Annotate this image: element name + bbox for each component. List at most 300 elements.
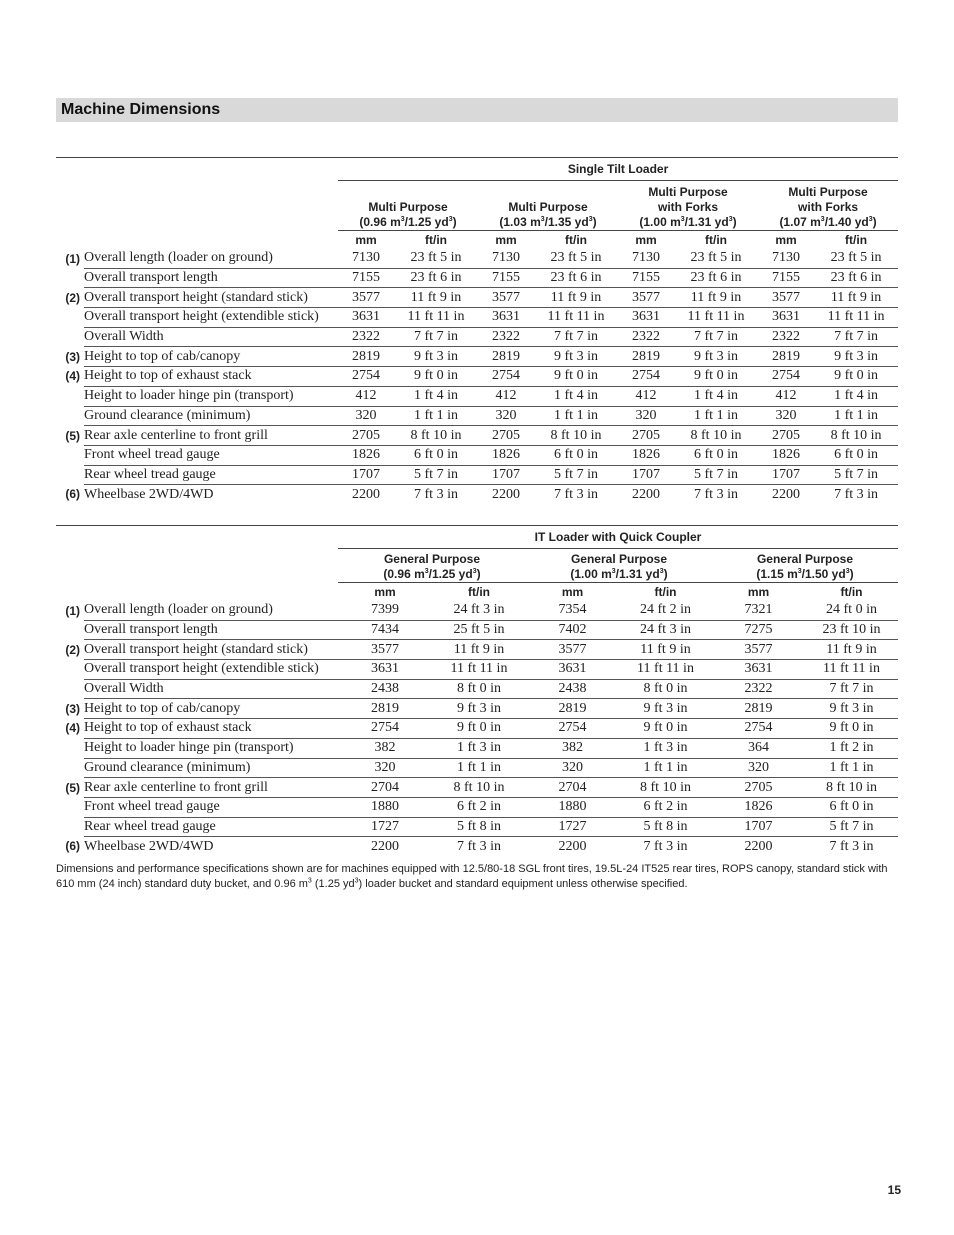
cell-ftin: 11 ft 9 in xyxy=(619,640,712,660)
cell-mm: 3631 xyxy=(618,308,674,328)
cell-ftin: 24 ft 3 in xyxy=(619,620,712,640)
cell-ftin: 11 ft 11 in xyxy=(534,308,618,328)
unit-ftin: ft/in xyxy=(534,231,618,250)
cell-mm: 7399 xyxy=(371,602,399,618)
cell-ftin: 5 ft 7 in xyxy=(534,465,618,485)
capacity-label: (1.07 $m^3/1.40$ $yd^3$) xyxy=(779,215,877,229)
cell-mm: 2200 xyxy=(338,837,432,856)
unit-ftin: ft/in xyxy=(394,231,478,250)
column-header: Multi Purpose with Forks (1.07 $m^3/1.40$ $yd^3$) xyxy=(758,181,898,231)
cell-mm: 3631 xyxy=(338,660,432,680)
cell-mm: 320 xyxy=(526,758,619,778)
cell-mm: 3577 xyxy=(338,640,432,660)
cell-ftin: 1 ft 4 in xyxy=(674,386,758,406)
cell-mm: 1727 xyxy=(338,817,432,837)
cell-mm: 412 xyxy=(338,386,394,406)
cell-ftin: 7 ft 3 in xyxy=(394,485,478,504)
cell-ftin: 1 ft 1 in xyxy=(814,406,898,426)
row-number xyxy=(56,308,84,328)
row-label: Overall length (loader on ground) xyxy=(84,250,273,266)
unit-mm: mm xyxy=(712,583,805,602)
cell-mm: 320 xyxy=(712,758,805,778)
cell-ftin: 6 ft 0 in xyxy=(814,445,898,465)
cell-mm: 3631 xyxy=(758,308,814,328)
table-row xyxy=(56,837,898,856)
row-label: Rear wheel tread gauge xyxy=(84,465,338,485)
cell-mm: 7155 xyxy=(758,268,814,288)
table-row xyxy=(56,738,898,758)
capacity-label: (0.96 $m^3/1.25$ $yd^3$) xyxy=(383,567,481,581)
cell-mm: 1707 xyxy=(478,465,534,485)
cell-mm: 7130 xyxy=(352,250,380,266)
cell-mm: 7130 xyxy=(632,250,660,266)
row-number xyxy=(56,268,84,288)
table-row xyxy=(56,620,898,640)
table-row xyxy=(56,406,898,426)
cell-mm: 1826 xyxy=(338,445,394,465)
cell-mm: 2200 xyxy=(526,837,619,856)
unit-mm: mm xyxy=(618,231,674,250)
capacity-label: (0.96 $m^3/1.25$ $yd^3$) xyxy=(359,215,457,229)
cell-mm: 2819 xyxy=(526,699,619,719)
table-row xyxy=(56,601,898,620)
cell-ftin: 6 ft 0 in xyxy=(534,445,618,465)
cell-ftin: 7 ft 7 in xyxy=(674,327,758,347)
cell-ftin: 8 ft 0 in xyxy=(619,679,712,699)
cell-mm: 1707 xyxy=(758,465,814,485)
row-label: Wheelbase 2WD/4WD xyxy=(84,485,338,504)
cell-mm: 2754 xyxy=(338,367,394,387)
cell-ftin: 8 ft 10 in xyxy=(394,426,478,446)
cell-mm: 7275 xyxy=(712,620,805,640)
cell-mm: 320 xyxy=(618,406,674,426)
table-row xyxy=(56,485,898,504)
cell-mm: 2704 xyxy=(338,778,432,798)
cell-ftin: 23 ft 5 in xyxy=(410,250,462,266)
cell-ftin: 11 ft 11 in xyxy=(805,660,898,680)
cell-ftin: 11 ft 11 in xyxy=(814,308,898,328)
group-header-blank xyxy=(56,526,338,549)
cell-ftin: 7 ft 3 in xyxy=(814,485,898,504)
capacity-label: (1.15 $m^3/1.50$ $yd^3$) xyxy=(756,567,854,581)
cell-mm: 2754 xyxy=(758,367,814,387)
cell-mm: 7402 xyxy=(526,620,619,640)
row-label: Height to top of cab/canopy xyxy=(84,347,338,367)
unit-mm: mm xyxy=(526,583,619,602)
cell-ftin: 5 ft 7 in xyxy=(805,817,898,837)
column-header: Multi Purpose (1.03 $m^3/1.35$ $yd^3$) xyxy=(478,181,618,231)
cell-mm: 3577 xyxy=(758,288,814,308)
row-number xyxy=(56,738,84,758)
cell-ftin: 23 ft 5 in xyxy=(830,250,882,266)
table-row xyxy=(56,288,898,308)
column-header: Multi Purpose with Forks (1.00 $m^3/1.31$ $yd^3$) xyxy=(618,181,758,231)
cell-ftin: 24 ft 3 in xyxy=(453,602,505,618)
column-header: General Purpose (1.15 $m^3/1.50$ $yd^3$) xyxy=(712,549,898,583)
cell-mm: 2705 xyxy=(758,426,814,446)
cell-ftin: 8 ft 10 in xyxy=(674,426,758,446)
cell-ftin: 8 ft 0 in xyxy=(432,679,526,699)
row-number: (3) xyxy=(65,349,80,364)
unit-mm: mm xyxy=(758,231,814,250)
cell-mm: 320 xyxy=(478,406,534,426)
cell-ftin: 1 ft 1 in xyxy=(394,406,478,426)
cell-mm: 2200 xyxy=(712,837,805,856)
row-label: Overall transport length xyxy=(84,620,338,640)
cell-ftin: 9 ft 3 in xyxy=(805,699,898,719)
cell-mm: 2819 xyxy=(758,347,814,367)
capacity-label: (1.00 $m^3/1.31$ $yd^3$) xyxy=(639,215,737,229)
row-label: Height to loader hinge pin (transport) xyxy=(84,738,338,758)
page-number: 15 xyxy=(887,1183,901,1197)
cell-mm: 2705 xyxy=(618,426,674,446)
cell-mm: 2705 xyxy=(712,778,805,798)
cell-mm: 2322 xyxy=(712,679,805,699)
unit-blank xyxy=(56,231,338,250)
cell-mm: 2200 xyxy=(338,485,394,504)
cell-ftin: 1 ft 4 in xyxy=(814,386,898,406)
column-header: General Purpose (1.00 $m^3/1.31$ $yd^3$) xyxy=(526,549,712,583)
row-label: Front wheel tread gauge xyxy=(84,445,338,465)
cell-ftin: 5 ft 8 in xyxy=(619,817,712,837)
row-number: (6) xyxy=(65,487,80,502)
cell-mm: 7130 xyxy=(492,250,520,266)
cell-mm: 7155 xyxy=(618,268,674,288)
cell-ftin: 5 ft 7 in xyxy=(814,465,898,485)
cell-ftin: 1 ft 4 in xyxy=(394,386,478,406)
cell-ftin: 23 ft 6 in xyxy=(534,268,618,288)
column-header: Multi Purpose (0.96 $m^3/1.25$ $yd^3$) xyxy=(338,181,478,231)
cell-ftin: 9 ft 0 in xyxy=(674,367,758,387)
cell-ftin: 7 ft 3 in xyxy=(619,837,712,856)
row-label: Overall Width xyxy=(84,327,338,347)
cell-ftin: 11 ft 9 in xyxy=(432,640,526,660)
cell-ftin: 23 ft 6 in xyxy=(674,268,758,288)
cell-ftin: 25 ft 5 in xyxy=(432,620,526,640)
row-number: (1) xyxy=(65,603,80,618)
row-number xyxy=(56,679,84,699)
row-number: (6) xyxy=(65,839,80,854)
table-row xyxy=(56,719,898,739)
table-row xyxy=(56,758,898,778)
cell-ftin: 9 ft 0 in xyxy=(805,719,898,739)
unit-ftin: ft/in xyxy=(432,583,526,602)
unit-ftin: ft/in xyxy=(814,231,898,250)
cell-mm: 1707 xyxy=(712,817,805,837)
row-label: Ground clearance (minimum) xyxy=(84,758,338,778)
cell-mm: 412 xyxy=(618,386,674,406)
cell-mm: 364 xyxy=(712,738,805,758)
cell-ftin: 11 ft 11 in xyxy=(674,308,758,328)
cell-mm: 382 xyxy=(338,738,432,758)
unit-blank xyxy=(56,583,338,602)
cell-mm: 7130 xyxy=(772,250,800,266)
cell-mm: 2322 xyxy=(758,327,814,347)
cell-ftin: 6 ft 2 in xyxy=(619,797,712,817)
cell-ftin: 7 ft 3 in xyxy=(534,485,618,504)
cell-ftin: 7 ft 7 in xyxy=(805,679,898,699)
cell-ftin: 9 ft 0 in xyxy=(534,367,618,387)
row-number: (2) xyxy=(65,290,80,305)
cell-ftin: 8 ft 10 in xyxy=(814,426,898,446)
cell-mm: 320 xyxy=(338,406,394,426)
row-number xyxy=(56,386,84,406)
group-header-blank xyxy=(56,158,338,181)
cell-mm: 2200 xyxy=(618,485,674,504)
cell-mm: 3577 xyxy=(618,288,674,308)
group-title: Single Tilt Loader xyxy=(338,158,898,181)
cell-mm: 2819 xyxy=(618,347,674,367)
cell-mm: 3631 xyxy=(712,660,805,680)
section-title: Machine Dimensions xyxy=(56,98,898,122)
table-row xyxy=(56,817,898,837)
table-row xyxy=(56,640,898,660)
cell-mm: 2754 xyxy=(712,719,805,739)
cell-ftin: 8 ft 10 in xyxy=(619,778,712,798)
cell-mm: 320 xyxy=(758,406,814,426)
cell-ftin: 7 ft 3 in xyxy=(674,485,758,504)
cell-mm: 2322 xyxy=(618,327,674,347)
cell-ftin: 1 ft 2 in xyxy=(805,738,898,758)
row-label: Ground clearance (minimum) xyxy=(84,406,338,426)
row-label: Height to top of exhaust stack xyxy=(84,719,338,739)
cell-ftin: 9 ft 3 in xyxy=(432,699,526,719)
table-row xyxy=(56,679,898,699)
row-number xyxy=(56,758,84,778)
cell-ftin: 1 ft 1 in xyxy=(619,758,712,778)
cell-mm: 7155 xyxy=(338,268,394,288)
row-label: Rear axle centerline to front grill xyxy=(84,426,338,446)
row-label: Overall transport height (standard stick) xyxy=(84,640,338,660)
cell-mm: 2819 xyxy=(338,347,394,367)
cell-ftin: 7 ft 3 in xyxy=(432,837,526,856)
table-row xyxy=(56,778,898,798)
cell-mm: 2322 xyxy=(338,327,394,347)
table-row xyxy=(56,797,898,817)
row-label: Height to top of exhaust stack xyxy=(84,367,338,387)
cell-mm: 412 xyxy=(478,386,534,406)
cell-mm: 2438 xyxy=(338,679,432,699)
cell-mm: 7321 xyxy=(744,602,773,618)
cell-mm: 1826 xyxy=(712,797,805,817)
cell-ftin: 8 ft 10 in xyxy=(805,778,898,798)
cell-ftin: 11 ft 9 in xyxy=(534,288,618,308)
group-title: IT Loader with Quick Coupler xyxy=(338,526,898,549)
row-number: (4) xyxy=(65,721,80,736)
row-number xyxy=(56,445,84,465)
cell-ftin: 11 ft 9 in xyxy=(674,288,758,308)
cell-mm: 2705 xyxy=(338,426,394,446)
footnote: Dimensions and performance specifications shown are for machines equipped with 12.5/80-18 SGL front tires, 19.5L-24 IT525 rear tires, ROPS canopy, standard stick with 610 mm (24 inch) standard duty bucket, and 0.96 $m^3$ (1.25 $yd^3$) loader bucket and standard equipment unless otherwise specified. xyxy=(56,863,888,890)
cell-mm: 2819 xyxy=(338,699,432,719)
cell-ftin: 24 ft 0 in xyxy=(826,602,877,618)
cell-ftin: 5 ft 7 in xyxy=(674,465,758,485)
cell-mm: 2819 xyxy=(478,347,534,367)
cell-ftin: 9 ft 0 in xyxy=(394,367,478,387)
table-row xyxy=(56,445,898,465)
cell-ftin: 1 ft 1 in xyxy=(674,406,758,426)
cell-ftin: 23 ft 5 in xyxy=(550,250,602,266)
row-number: (2) xyxy=(65,642,80,657)
cell-mm: 2819 xyxy=(712,699,805,719)
cell-ftin: 9 ft 3 in xyxy=(619,699,712,719)
cell-mm: 1880 xyxy=(526,797,619,817)
cell-ftin: 23 ft 5 in xyxy=(690,250,742,266)
single-tilt-loader-table xyxy=(56,157,898,504)
cell-mm: 382 xyxy=(526,738,619,758)
cell-ftin: 9 ft 0 in xyxy=(619,719,712,739)
cell-ftin: 9 ft 3 in xyxy=(674,347,758,367)
cell-ftin: 11 ft 9 in xyxy=(394,288,478,308)
cell-mm: 2754 xyxy=(338,719,432,739)
cell-ftin: 1 ft 1 in xyxy=(805,758,898,778)
cell-mm: 412 xyxy=(758,386,814,406)
cell-ftin: 11 ft 9 in xyxy=(805,640,898,660)
cell-mm: 3577 xyxy=(478,288,534,308)
row-label: Overall transport height (extendible stick) xyxy=(84,660,338,680)
cell-mm: 2754 xyxy=(478,367,534,387)
row-label: Rear wheel tread gauge xyxy=(84,817,338,837)
capacity-label: (1.03 $m^3/1.35$ $yd^3$) xyxy=(499,215,597,229)
cell-mm: 3631 xyxy=(478,308,534,328)
unit-ftin: ft/in xyxy=(619,583,712,602)
cell-ftin: 24 ft 2 in xyxy=(640,602,691,618)
row-label: Overall transport height (extendible stick) xyxy=(84,308,338,328)
table-row xyxy=(56,308,898,328)
cell-ftin: 11 ft 11 in xyxy=(394,308,478,328)
row-number xyxy=(56,327,84,347)
row-label: Overall Width xyxy=(84,679,338,699)
cell-ftin: 7 ft 7 in xyxy=(814,327,898,347)
row-number: (3) xyxy=(65,701,80,716)
row-number xyxy=(56,465,84,485)
cell-ftin: 1 ft 4 in xyxy=(534,386,618,406)
row-label: Overall transport height (standard stick) xyxy=(84,288,338,308)
cell-mm: 7155 xyxy=(478,268,534,288)
cell-ftin: 23 ft 6 in xyxy=(394,268,478,288)
row-number: (1) xyxy=(65,251,80,266)
cell-ftin: 11 ft 11 in xyxy=(619,660,712,680)
cell-mm: 3631 xyxy=(338,308,394,328)
sub-header-blank xyxy=(56,181,338,231)
table-row xyxy=(56,386,898,406)
cell-ftin: 23 ft 10 in xyxy=(805,620,898,640)
table-row xyxy=(56,660,898,680)
cell-mm: 2754 xyxy=(618,367,674,387)
row-number: (5) xyxy=(65,780,80,795)
table-row xyxy=(56,367,898,387)
table-row xyxy=(56,327,898,347)
cell-mm: 2200 xyxy=(758,485,814,504)
row-label: Front wheel tread gauge xyxy=(84,797,338,817)
cell-mm: 1826 xyxy=(618,445,674,465)
table-row xyxy=(56,347,898,367)
table-row xyxy=(56,268,898,288)
cell-mm: 1880 xyxy=(338,797,432,817)
table-row xyxy=(56,426,898,446)
cell-ftin: 11 ft 9 in xyxy=(814,288,898,308)
row-number: (5) xyxy=(65,428,80,443)
capacity-label: (1.00 $m^3/1.31$ $yd^3$) xyxy=(570,567,668,581)
cell-mm: 3631 xyxy=(526,660,619,680)
row-number xyxy=(56,620,84,640)
cell-ftin: 6 ft 0 in xyxy=(674,445,758,465)
row-number xyxy=(56,817,84,837)
cell-mm: 2704 xyxy=(526,778,619,798)
cell-mm: 7354 xyxy=(558,602,587,618)
row-number xyxy=(56,660,84,680)
row-label: Wheelbase 2WD/4WD xyxy=(84,837,338,856)
row-label: Overall length (loader on ground) xyxy=(84,602,273,618)
row-number xyxy=(56,406,84,426)
cell-mm: 2754 xyxy=(526,719,619,739)
unit-mm: mm xyxy=(338,231,394,250)
cell-ftin: 8 ft 10 in xyxy=(534,426,618,446)
sub-header-blank xyxy=(56,549,338,583)
cell-ftin: 9 ft 3 in xyxy=(814,347,898,367)
cell-mm: 3577 xyxy=(712,640,805,660)
cell-ftin: 6 ft 0 in xyxy=(394,445,478,465)
unit-mm: mm xyxy=(338,583,432,602)
row-label: Rear axle centerline to front grill xyxy=(84,778,338,798)
cell-mm: 320 xyxy=(338,758,432,778)
cell-mm: 2705 xyxy=(478,426,534,446)
it-loader-table xyxy=(56,525,898,856)
cell-mm: 3577 xyxy=(338,288,394,308)
cell-ftin: 8 ft 10 in xyxy=(432,778,526,798)
cell-ftin: 9 ft 3 in xyxy=(394,347,478,367)
unit-mm: mm xyxy=(478,231,534,250)
row-label: Overall transport length xyxy=(84,268,338,288)
cell-mm: 7434 xyxy=(338,620,432,640)
unit-ftin: ft/in xyxy=(805,583,898,602)
cell-ftin: 7 ft 7 in xyxy=(534,327,618,347)
unit-ftin: ft/in xyxy=(674,231,758,250)
cell-ftin: 7 ft 7 in xyxy=(394,327,478,347)
cell-mm: 2438 xyxy=(526,679,619,699)
cell-ftin: 6 ft 0 in xyxy=(805,797,898,817)
row-number: (4) xyxy=(65,369,80,384)
cell-mm: 1727 xyxy=(526,817,619,837)
cell-ftin: 1 ft 3 in xyxy=(619,738,712,758)
row-label: Height to loader hinge pin (transport) xyxy=(84,386,338,406)
column-header: General Purpose (0.96 $m^3/1.25$ $yd^3$) xyxy=(338,549,526,583)
cell-ftin: 11 ft 11 in xyxy=(432,660,526,680)
row-label: Height to top of cab/canopy xyxy=(84,699,338,719)
cell-ftin: 6 ft 2 in xyxy=(432,797,526,817)
cell-ftin: 1 ft 3 in xyxy=(432,738,526,758)
cell-ftin: 9 ft 3 in xyxy=(534,347,618,367)
cell-ftin: 5 ft 7 in xyxy=(394,465,478,485)
cell-mm: 1707 xyxy=(338,465,394,485)
cell-mm: 1707 xyxy=(618,465,674,485)
table-row xyxy=(56,699,898,719)
row-number xyxy=(56,797,84,817)
table-row xyxy=(56,249,898,268)
cell-mm: 2200 xyxy=(478,485,534,504)
cell-mm: 3577 xyxy=(526,640,619,660)
cell-ftin: 1 ft 1 in xyxy=(534,406,618,426)
cell-ftin: 5 ft 8 in xyxy=(432,817,526,837)
cell-mm: 1826 xyxy=(758,445,814,465)
cell-ftin: 1 ft 1 in xyxy=(432,758,526,778)
cell-ftin: 23 ft 6 in xyxy=(814,268,898,288)
cell-ftin: 9 ft 0 in xyxy=(432,719,526,739)
cell-mm: 2322 xyxy=(478,327,534,347)
cell-ftin: 7 ft 3 in xyxy=(805,837,898,856)
cell-mm: 1826 xyxy=(478,445,534,465)
table-row xyxy=(56,465,898,485)
